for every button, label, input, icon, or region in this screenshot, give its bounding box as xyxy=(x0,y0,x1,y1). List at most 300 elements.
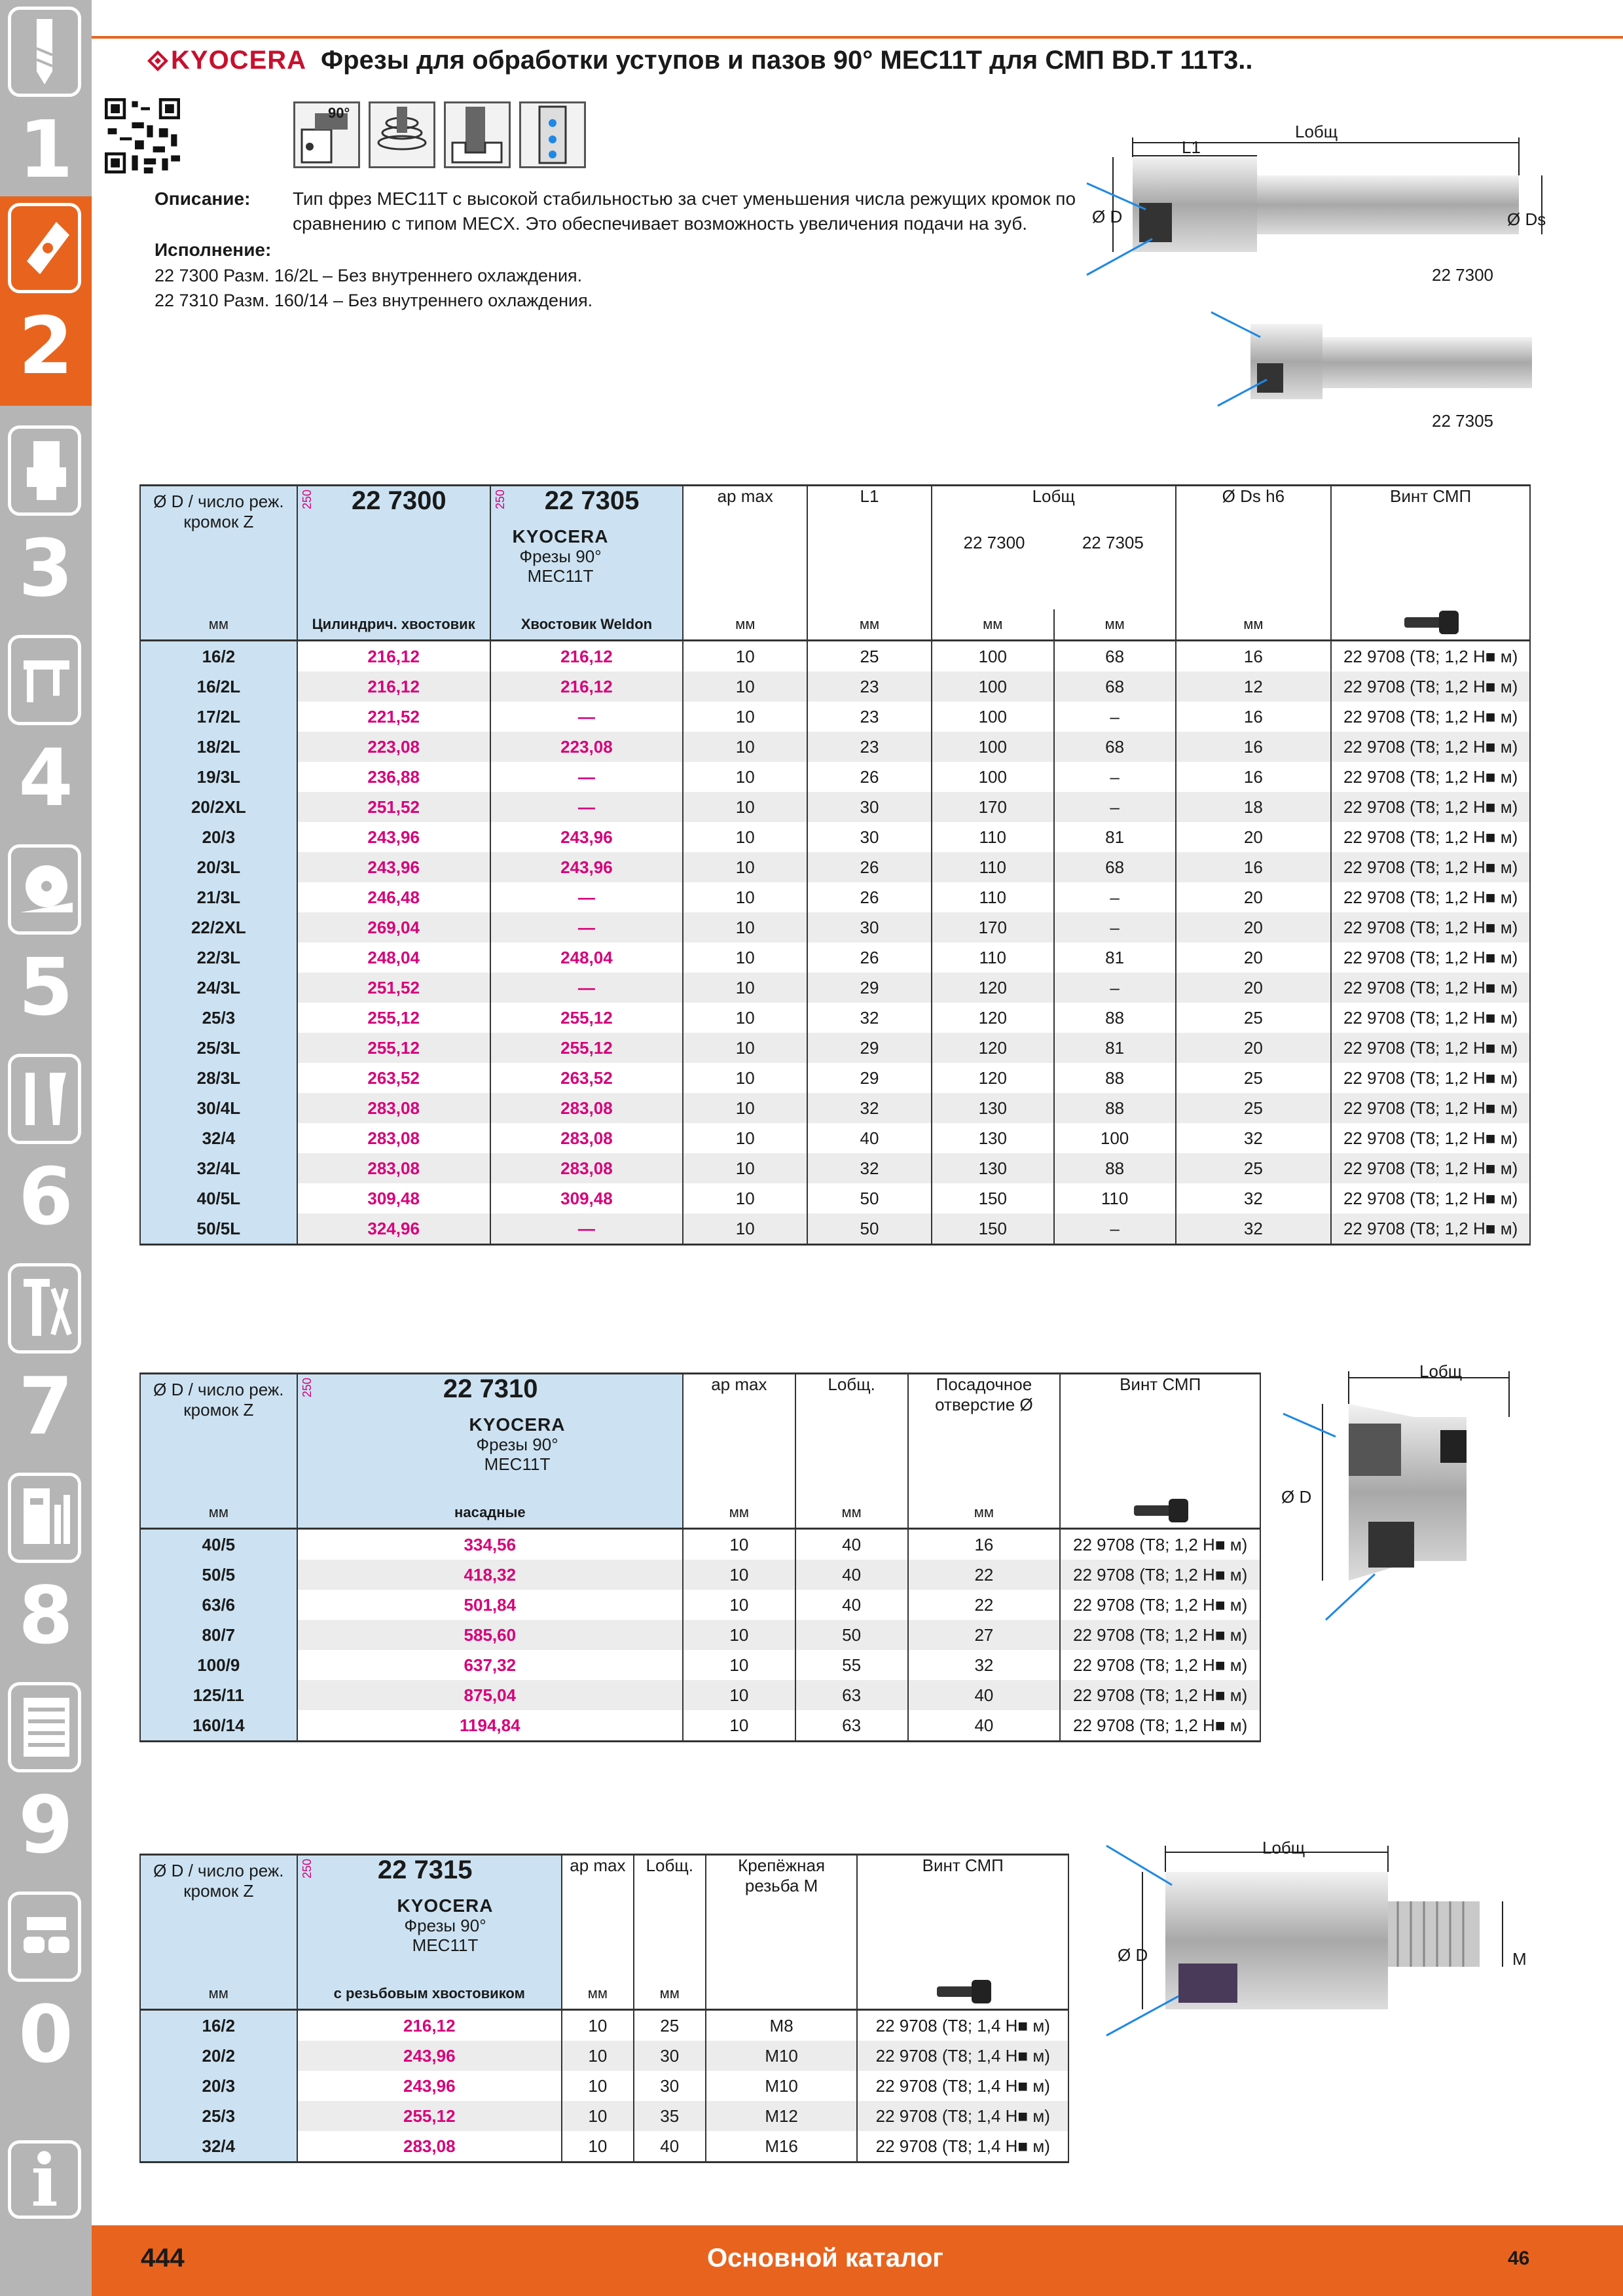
table-row xyxy=(140,912,1530,942)
qr-code[interactable] xyxy=(105,98,180,173)
price-cell: 283,08 xyxy=(490,1093,684,1123)
value-cell: 22 9708 (T8; 1,2 Н■ м) xyxy=(1331,732,1530,762)
value-cell: 35 xyxy=(634,2101,706,2131)
value-cell: 10 xyxy=(683,1710,795,1742)
value-cell: 22 9708 (T8; 1,2 Н■ м) xyxy=(1060,1590,1260,1620)
value-cell: 22 9708 (T8; 1,2 Н■ м) xyxy=(1331,762,1530,792)
col-order-227300: 250 22 7300 xyxy=(297,486,490,610)
price-cell: 334,56 xyxy=(297,1529,683,1560)
value-cell: 10 xyxy=(683,912,807,942)
price-cell: 501,84 xyxy=(297,1590,683,1620)
value-cell: 25 xyxy=(1176,1153,1332,1183)
price-cell: 243,96 xyxy=(297,2041,562,2071)
col-order-227305: 250 22 7305 xyxy=(490,486,684,610)
value-cell: 10 xyxy=(683,1650,795,1680)
price-cell: 243,96 xyxy=(490,852,684,882)
table2-product-caption: KYOCERA Фрезы 90° MEC11T xyxy=(469,1414,566,1474)
value-cell: 10 xyxy=(683,732,807,762)
value-cell: 100 xyxy=(932,641,1054,672)
internal-coolant-icon xyxy=(519,101,586,168)
table-row xyxy=(140,702,1530,732)
value-cell: 27 xyxy=(908,1620,1061,1650)
footer-right-number: 46 xyxy=(1508,2248,1530,2269)
col-l1: L1 xyxy=(807,486,932,610)
size-cell: 30/4L xyxy=(140,1093,297,1123)
chapter-tab-7[interactable]: 7 xyxy=(0,1257,92,1466)
t2-col-bore: Посадочное отверстие Ø xyxy=(908,1374,1061,1498)
value-cell: M12 xyxy=(706,2101,858,2131)
col-size: Ø D / число реж. кромок Z xyxy=(140,486,297,610)
value-cell: 22 9708 (T8; 1,2 Н■ м) xyxy=(1060,1710,1260,1742)
t3-col-l: Lобщ. xyxy=(634,1855,706,1979)
caliper-icon xyxy=(8,635,81,725)
value-cell: 22 9708 (T8; 1,4 Н■ м) xyxy=(857,2071,1068,2101)
value-cell: 30 xyxy=(807,822,932,852)
value-cell: 68 xyxy=(1054,672,1176,702)
table-row xyxy=(140,1003,1530,1033)
value-cell: – xyxy=(1054,792,1176,822)
price-cell: 243,96 xyxy=(297,822,490,852)
size-cell: 32/4 xyxy=(140,2131,297,2162)
size-cell: 40/5L xyxy=(140,1183,297,1213)
value-cell: 10 xyxy=(562,2101,634,2131)
table-row xyxy=(140,1213,1530,1245)
table-row xyxy=(140,973,1530,1003)
value-cell: 100 xyxy=(932,732,1054,762)
value-cell: 10 xyxy=(683,702,807,732)
price-cell: 283,08 xyxy=(297,2131,562,2162)
table-row xyxy=(140,1529,1260,1560)
price-cell: 223,08 xyxy=(297,732,490,762)
chapter-tab-6[interactable]: 6 xyxy=(0,1047,92,1257)
col-ap: ap max xyxy=(683,486,807,610)
price-cell: 875,04 xyxy=(297,1680,683,1710)
size-cell: 25/3 xyxy=(140,2101,297,2131)
value-cell: 22 9708 (T8; 1,2 Н■ м) xyxy=(1331,1123,1530,1153)
price-cell: 251,52 xyxy=(297,973,490,1003)
size-cell: 24/3L xyxy=(140,973,297,1003)
value-cell: 10 xyxy=(683,1003,807,1033)
value-cell: 22 9708 (T8; 1,2 Н■ м) xyxy=(1060,1680,1260,1710)
size-cell: 63/6 xyxy=(140,1590,297,1620)
value-cell: 120 xyxy=(932,1003,1054,1033)
chapter-tab-1[interactable]: 1 xyxy=(0,0,92,209)
value-cell: 10 xyxy=(683,792,807,822)
size-cell: 20/3L xyxy=(140,852,297,882)
value-cell: 22 9708 (T8; 1,2 Н■ м) xyxy=(1331,1213,1530,1245)
table-row xyxy=(140,2010,1068,2041)
value-cell: – xyxy=(1054,762,1176,792)
tools-icon xyxy=(8,1473,81,1563)
col-screw: Винт СМП xyxy=(1331,486,1530,610)
chapter-sidebar xyxy=(0,0,92,2296)
size-cell: 18/2L xyxy=(140,732,297,762)
col-ltot: Lобщ 22 7300 22 7305 xyxy=(932,486,1176,610)
value-cell: 10 xyxy=(683,882,807,912)
t3-col-screw: Винт СМП xyxy=(857,1855,1068,1979)
t2-screw-icon xyxy=(1060,1498,1260,1529)
value-cell: 22 9708 (T8; 1,4 Н■ м) xyxy=(857,2041,1068,2071)
value-cell: 10 xyxy=(683,1620,795,1650)
value-cell: 100 xyxy=(932,762,1054,792)
chapter-tab-0[interactable]: 0 xyxy=(0,1885,92,2094)
price-cell: 255,12 xyxy=(297,1003,490,1033)
dim4-m: M xyxy=(1512,1949,1527,1969)
value-cell: 170 xyxy=(932,912,1054,942)
size-cell: 40/5 xyxy=(140,1529,297,1560)
size-cell: 22/2XL xyxy=(140,912,297,942)
price-cell: 243,96 xyxy=(490,822,684,852)
price-cell: 216,12 xyxy=(490,672,684,702)
value-cell: 22 9708 (T8; 1,4 Н■ м) xyxy=(857,2131,1068,2162)
insert-icon xyxy=(8,203,81,293)
value-cell: 40 xyxy=(795,1529,908,1560)
screw-icon xyxy=(1331,609,1530,641)
price-cell: 255,12 xyxy=(490,1003,684,1033)
pliers-icon xyxy=(8,1263,81,1354)
cabinet-icon xyxy=(8,1682,81,1772)
table-row xyxy=(140,672,1530,702)
value-cell: – xyxy=(1054,702,1176,732)
price-cell: 255,12 xyxy=(297,2101,562,2131)
value-cell: 55 xyxy=(795,1650,908,1680)
value-cell: 10 xyxy=(683,1093,807,1123)
table-row xyxy=(140,2041,1068,2071)
table-row xyxy=(140,1153,1530,1183)
value-cell: 10 xyxy=(562,2010,634,2041)
table-row xyxy=(140,1560,1260,1590)
value-cell: 25 xyxy=(634,2010,706,2041)
size-cell: 28/3L xyxy=(140,1063,297,1093)
table-row xyxy=(140,2131,1068,2162)
value-cell: 16 xyxy=(1176,732,1332,762)
value-cell: 16 xyxy=(1176,702,1332,732)
price-cell: 309,48 xyxy=(490,1183,684,1213)
page-title: Фрезы для обработки уступов и пазов 90° MEC11T для СМП BD.T 11T3.. xyxy=(321,46,1253,75)
value-cell: 26 xyxy=(807,852,932,882)
price-cell: 216,12 xyxy=(490,641,684,672)
value-cell: 68 xyxy=(1054,852,1176,882)
chapter-tab-2[interactable]: 2 xyxy=(0,196,92,406)
size-cell: 25/3 xyxy=(140,1003,297,1033)
footer-title: Основной каталог xyxy=(707,2244,943,2272)
price-cell: 283,08 xyxy=(490,1123,684,1153)
value-cell: 20 xyxy=(1176,973,1332,1003)
value-cell: 22 9708 (T8; 1,2 Н■ м) xyxy=(1331,702,1530,732)
t3-screw-icon xyxy=(857,1979,1068,2010)
value-cell: 22 9708 (T8; 1,2 Н■ м) xyxy=(1331,942,1530,973)
value-cell: 32 xyxy=(807,1003,932,1033)
value-cell: 40 xyxy=(634,2131,706,2162)
kyocera-mark-icon xyxy=(147,50,168,71)
value-cell: 32 xyxy=(807,1093,932,1123)
table-row xyxy=(140,1183,1530,1213)
value-cell: – xyxy=(1054,882,1176,912)
value-cell: 130 xyxy=(932,1123,1054,1153)
price-cell: 236,88 xyxy=(297,762,490,792)
dim3-d: Ø D xyxy=(1281,1487,1312,1507)
value-cell: 10 xyxy=(562,2131,634,2162)
table-row xyxy=(140,2071,1068,2101)
tool-drawing-227305 xyxy=(1205,304,1545,416)
table3-product-caption: KYOCERA Фрезы 90° MEC11T xyxy=(397,1895,494,1955)
value-cell: 10 xyxy=(683,852,807,882)
value-cell: 22 9708 (T8; 1,2 Н■ м) xyxy=(1331,882,1530,912)
value-cell: 20 xyxy=(1176,882,1332,912)
price-cell: 585,60 xyxy=(297,1620,683,1650)
value-cell: 32 xyxy=(807,1153,932,1183)
value-cell: 20 xyxy=(1176,942,1332,973)
value-cell: 150 xyxy=(932,1213,1054,1245)
value-cell: 81 xyxy=(1054,1033,1176,1063)
value-cell: 32 xyxy=(908,1650,1061,1680)
price-cell: 243,96 xyxy=(297,2071,562,2101)
value-cell: 110 xyxy=(932,822,1054,852)
table-row xyxy=(140,822,1530,852)
saw-icon xyxy=(8,844,81,935)
value-cell: 100 xyxy=(1054,1123,1176,1153)
price-cell: 283,08 xyxy=(297,1153,490,1183)
execution-label: Исполнение: xyxy=(155,240,272,260)
value-cell: 130 xyxy=(932,1153,1054,1183)
table-row xyxy=(140,792,1530,822)
price-cell: — xyxy=(490,973,684,1003)
table-row xyxy=(140,1093,1530,1123)
value-cell: 150 xyxy=(932,1183,1054,1213)
value-cell: 22 9708 (T8; 1,2 Н■ м) xyxy=(1331,1153,1530,1183)
value-cell: 26 xyxy=(807,882,932,912)
value-cell: 22 9708 (T8; 1,2 Н■ м) xyxy=(1060,1650,1260,1680)
price-cell: 243,96 xyxy=(297,852,490,882)
price-cell: 1194,84 xyxy=(297,1710,683,1742)
value-cell: 88 xyxy=(1054,1093,1176,1123)
value-cell: 25 xyxy=(1176,1063,1332,1093)
value-cell: 22 9708 (T8; 1,2 Н■ м) xyxy=(1060,1560,1260,1590)
value-cell: 22 9708 (T8; 1,2 Н■ м) xyxy=(1060,1529,1260,1560)
value-cell: 32 xyxy=(1176,1183,1332,1213)
t3-col-ap: ap max xyxy=(562,1855,634,1979)
table-row xyxy=(140,732,1530,762)
chapter-tab-9[interactable]: 9 xyxy=(0,1676,92,1885)
value-cell: – xyxy=(1054,1213,1176,1245)
tool-code-227300: 22 7300 xyxy=(1432,265,1493,285)
table-row xyxy=(140,762,1530,792)
kyocera-logo: KYOCERA xyxy=(147,46,306,75)
value-cell: 40 xyxy=(807,1123,932,1153)
value-cell: 22 9708 (T8; 1,2 Н■ м) xyxy=(1060,1620,1260,1650)
value-cell: 29 xyxy=(807,973,932,1003)
size-cell: 20/3 xyxy=(140,822,297,852)
value-cell: M10 xyxy=(706,2041,858,2071)
value-cell: 23 xyxy=(807,702,932,732)
size-cell: 16/2 xyxy=(140,2010,297,2041)
value-cell: 10 xyxy=(683,1680,795,1710)
table-row xyxy=(140,1123,1530,1153)
value-cell: 10 xyxy=(683,1529,795,1560)
size-cell: 100/9 xyxy=(140,1650,297,1680)
price-cell: 637,32 xyxy=(297,1650,683,1680)
value-cell: 22 9708 (T8; 1,2 Н■ м) xyxy=(1331,792,1530,822)
value-cell: 120 xyxy=(932,1063,1054,1093)
page-header xyxy=(147,43,1253,79)
dim-l-total: Lобщ xyxy=(1295,122,1338,141)
dim-d: Ø D xyxy=(1092,207,1123,226)
price-cell: 246,48 xyxy=(297,882,490,912)
value-cell: 10 xyxy=(683,672,807,702)
value-cell: M8 xyxy=(706,2010,858,2041)
t3-col-size: Ø D / число реж. кромок Z xyxy=(140,1855,297,1979)
value-cell: 88 xyxy=(1054,1063,1176,1093)
table-row xyxy=(140,942,1530,973)
t2-col-size: Ø D / число реж. кромок Z xyxy=(140,1374,297,1498)
table-227310: Ø D / число реж. кромок Z 250 22 7310 ap max Lобщ. Посадочное отверстие Ø Винт СМП мм насадные мм мм мм 40/5 334,56 10 40 16 22 9708 (T8; 1,2 Н■ м) 50/5 418,32 10 40 22 22 9708 (T8; 1,2 Н■ м) 63/6 501,84 10 40 22 22 9708 (T8; 1,2 Н■ м) 80/7 585,60 10 50 27 22 9708 (T8; 1,2 Н■ м) 100/9 637,32 10 55 32 22 9708 (T8; 1,2 Н■ м) 125/11 875,04 10 63 40 22 9708 (T8; 1,2 Н■ м) 160/14 1194,84 10 63 40 22 9708 (T8; 1,2 Н■ м) xyxy=(139,1372,1261,1742)
value-cell: 63 xyxy=(795,1680,908,1710)
col-ds: Ø Ds h6 xyxy=(1176,486,1332,610)
value-cell: 10 xyxy=(683,1123,807,1153)
price-cell: 255,12 xyxy=(490,1033,684,1063)
tool-drawing-227300 xyxy=(1074,124,1558,288)
price-cell: — xyxy=(490,702,684,732)
tool-drawing-227315 xyxy=(1087,1833,1519,2049)
value-cell: 88 xyxy=(1054,1003,1176,1033)
value-cell: 40 xyxy=(908,1710,1061,1742)
price-cell: 248,04 xyxy=(297,942,490,973)
table-row xyxy=(140,1710,1260,1742)
size-cell: 20/2 xyxy=(140,2041,297,2071)
tool-code-227305: 22 7305 xyxy=(1432,411,1493,431)
value-cell: 10 xyxy=(683,1063,807,1093)
size-cell: 32/4 xyxy=(140,1123,297,1153)
value-cell: – xyxy=(1054,912,1176,942)
value-cell: 22 9708 (T8; 1,2 Н■ м) xyxy=(1331,641,1530,672)
value-cell: 22 9708 (T8; 1,2 Н■ м) xyxy=(1331,1003,1530,1033)
price-cell: 255,12 xyxy=(297,1033,490,1063)
price-cell: 309,48 xyxy=(297,1183,490,1213)
value-cell: 40 xyxy=(795,1590,908,1620)
value-cell: 30 xyxy=(634,2071,706,2101)
price-cell: 324,96 xyxy=(297,1213,490,1245)
value-cell: 20 xyxy=(1176,1033,1332,1063)
value-cell: 68 xyxy=(1054,732,1176,762)
size-cell: 160/14 xyxy=(140,1710,297,1742)
value-cell: 40 xyxy=(908,1680,1061,1710)
value-cell: 120 xyxy=(932,973,1054,1003)
drill-icon xyxy=(8,7,81,97)
value-cell: 22 9708 (T8; 1,2 Н■ м) xyxy=(1331,1183,1530,1213)
value-cell: 22 9708 (T8; 1,4 Н■ м) xyxy=(857,2010,1068,2041)
chapter-tab-3[interactable]: 3 xyxy=(0,419,92,628)
price-cell: 248,04 xyxy=(490,942,684,973)
t2-col-screw: Винт СМП xyxy=(1060,1374,1260,1498)
value-cell: 40 xyxy=(795,1560,908,1590)
t2-col-l: Lобщ. xyxy=(795,1374,908,1498)
price-cell: 216,12 xyxy=(297,2010,562,2041)
value-cell: 30 xyxy=(634,2041,706,2071)
value-cell: 81 xyxy=(1054,822,1176,852)
size-cell: 21/3L xyxy=(140,882,297,912)
price-cell: — xyxy=(490,762,684,792)
price-cell: — xyxy=(490,792,684,822)
value-cell: 18 xyxy=(1176,792,1332,822)
price-cell: 263,52 xyxy=(297,1063,490,1093)
value-cell: 10 xyxy=(683,1153,807,1183)
price-cell: — xyxy=(490,1213,684,1245)
value-cell: 25 xyxy=(807,641,932,672)
value-cell: 110 xyxy=(932,882,1054,912)
price-cell: 283,08 xyxy=(297,1123,490,1153)
dim4-d: Ø D xyxy=(1118,1945,1148,1965)
value-cell: 110 xyxy=(1054,1183,1176,1213)
chapter-tab-8[interactable]: 8 xyxy=(0,1466,92,1676)
table-row xyxy=(140,1650,1260,1680)
safety-glasses-icon xyxy=(8,1892,81,1982)
value-cell: 29 xyxy=(807,1063,932,1093)
value-cell: 10 xyxy=(683,973,807,1003)
value-cell: 110 xyxy=(932,852,1054,882)
header-rule xyxy=(92,36,1623,39)
value-cell: 81 xyxy=(1054,942,1176,973)
table-row xyxy=(140,1063,1530,1093)
value-cell: 16 xyxy=(908,1529,1061,1560)
value-cell: 120 xyxy=(932,1033,1054,1063)
size-cell: 20/3 xyxy=(140,2071,297,2101)
t3-col-thread: Крепёжная резьба M xyxy=(706,1855,858,1979)
value-cell: 22 xyxy=(908,1560,1061,1590)
chapter-tab-info[interactable] xyxy=(0,2094,92,2225)
value-cell: 170 xyxy=(932,792,1054,822)
value-cell: 22 9708 (T8; 1,2 Н■ м) xyxy=(1331,1063,1530,1093)
size-cell: 50/5 xyxy=(140,1560,297,1590)
wrench-icon xyxy=(8,1054,81,1144)
price-cell: — xyxy=(490,912,684,942)
size-cell: 16/2L xyxy=(140,672,297,702)
value-cell: 10 xyxy=(683,822,807,852)
price-cell: 418,32 xyxy=(297,1560,683,1590)
value-cell: 16 xyxy=(1176,762,1332,792)
value-cell: 22 9708 (T8; 1,2 Н■ м) xyxy=(1331,973,1530,1003)
value-cell: – xyxy=(1054,973,1176,1003)
description-label: Описание: xyxy=(155,188,251,209)
value-cell: 10 xyxy=(683,1213,807,1245)
value-cell: 32 xyxy=(1176,1213,1332,1245)
price-cell: 283,08 xyxy=(297,1093,490,1123)
execution-text: 22 7300 Разм. 16/2L – Без внутреннего охлаждения. 22 7310 Разм. 160/14 – Без внутреннего охлаждения. xyxy=(155,266,593,310)
ramping-icon xyxy=(369,101,435,168)
value-cell: 26 xyxy=(807,762,932,792)
dim-l1: L1 xyxy=(1182,137,1201,157)
chapter-tab-4[interactable]: 4 xyxy=(0,628,92,838)
table-row xyxy=(140,852,1530,882)
table-row xyxy=(140,2101,1068,2131)
value-cell: 10 xyxy=(683,1560,795,1590)
value-cell: 22 9708 (T8; 1,2 Н■ м) xyxy=(1331,822,1530,852)
table-row xyxy=(140,882,1530,912)
dim3-l-total: Lобщ xyxy=(1419,1361,1463,1381)
value-cell: 25 xyxy=(1176,1093,1332,1123)
value-cell: 22 9708 (T8; 1,2 Н■ м) xyxy=(1331,1093,1530,1123)
chuck-icon xyxy=(8,425,81,516)
price-cell: 216,12 xyxy=(297,641,490,672)
size-cell: 19/3L xyxy=(140,762,297,792)
value-cell: 32 xyxy=(1176,1123,1332,1153)
price-cell: — xyxy=(490,882,684,912)
chapter-tab-5[interactable]: 5 xyxy=(0,838,92,1047)
page-number: 444 xyxy=(141,2244,185,2272)
value-cell: 10 xyxy=(683,1033,807,1063)
value-cell: 12 xyxy=(1176,672,1332,702)
value-cell: 68 xyxy=(1054,641,1176,672)
size-cell: 25/3L xyxy=(140,1033,297,1063)
